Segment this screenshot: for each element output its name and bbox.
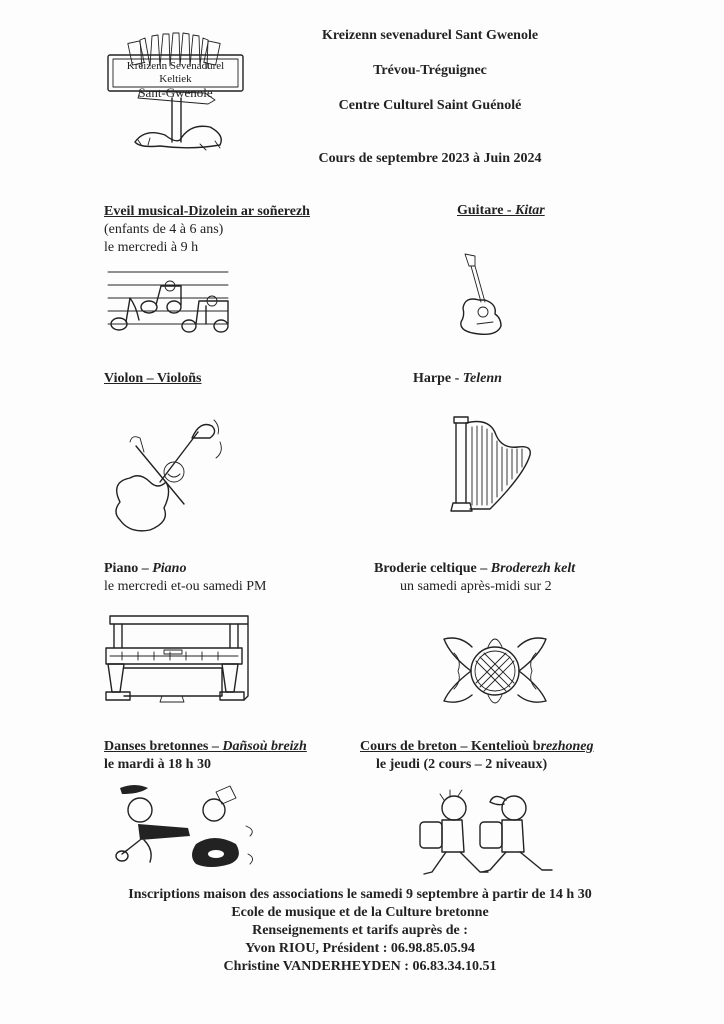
music-notes-icon	[106, 268, 231, 338]
town-name: Trévou-Tréguignec	[373, 63, 487, 78]
students-icon	[410, 788, 560, 880]
course-eveil-title: Eveil musical-Dizolein ar soñerezh	[104, 204, 310, 219]
logo-line-1: Kreizenn Sevenadurel Keltiek	[126, 60, 225, 85]
course-danses-title-br: Dañsoù breizh	[222, 739, 307, 754]
course-piano-title	[104, 560, 267, 578]
logo	[80, 20, 280, 170]
course-eveil-ages: (enfants de 4 à 6 ans)	[104, 222, 224, 237]
footer-info: Renseignements et tarifs auprès de :	[252, 923, 468, 938]
course-piano-schedule: le mercredi et-ou samedi PM	[104, 579, 267, 594]
footer-registration: Inscriptions maison des associations le samedi 9 septembre à partir de 14 h 30	[128, 887, 592, 902]
footer-contact-secondary: Christine VANDERHEYDEN : 06.83.34.10.51	[223, 959, 497, 974]
course-harpe-title-fr: Harpe -	[413, 371, 463, 386]
celtic-knot-icon	[440, 625, 550, 715]
course-guitare-title-br: Kitar	[515, 203, 545, 218]
logo-line-2: Sant-Gwenole	[138, 85, 213, 100]
guitar-icon	[455, 252, 515, 337]
course-eveil-schedule: le mercredi à 9 h	[104, 240, 199, 255]
course-danses-schedule: le mardi à 18 h 30	[104, 757, 211, 772]
course-harpe-title	[413, 371, 502, 387]
course-danses	[104, 738, 307, 774]
footer-contact-president: Yvon RIOU, Président : 06.98.85.05.94	[245, 941, 475, 956]
course-breton-title	[360, 738, 594, 756]
course-danses-title-fr: Danses bretonnes –	[104, 739, 223, 754]
course-violon-title: Violon – Violoñs	[104, 371, 202, 386]
harp-icon	[450, 415, 540, 515]
course-danses-title	[104, 738, 307, 756]
course-broderie-schedule: un samedi après-midi sur 2	[400, 579, 552, 594]
course-breton-schedule: le jeudi (2 cours – 2 niveaux)	[376, 757, 548, 772]
course-breton	[360, 738, 594, 774]
course-piano	[104, 560, 267, 596]
course-piano-title-fr: Piano –	[104, 561, 153, 576]
course-eveil	[104, 203, 310, 257]
course-guitare-title	[457, 203, 545, 219]
violin-icon	[100, 412, 230, 537]
footer	[60, 886, 660, 976]
course-broderie-title-br: Broderezh kelt	[490, 561, 576, 576]
season-title: Cours de septembre 2023 à Juin 2024	[318, 151, 542, 166]
course-breton-title-fr: Cours de breton – Kentelioù b	[360, 739, 541, 754]
course-breton-title-br: rezhoneg	[540, 739, 594, 754]
venue-name: Centre Culturel Saint Guénolé	[338, 98, 522, 113]
course-broderie	[374, 560, 575, 596]
footer-school: Ecole de musique et de la Culture bretonne	[231, 905, 489, 920]
course-piano-title-br: Piano	[152, 561, 187, 576]
dancers-icon	[110, 784, 270, 874]
course-broderie-title-fr: Broderie celtique –	[374, 561, 491, 576]
piano-icon	[102, 612, 252, 707]
course-harpe-title-br: Telenn	[462, 371, 502, 386]
course-guitare-title-fr: Guitare -	[457, 203, 516, 218]
course-broderie-title	[374, 560, 575, 578]
org-name: Kreizenn sevenadurel Sant Gwenole	[321, 28, 539, 43]
